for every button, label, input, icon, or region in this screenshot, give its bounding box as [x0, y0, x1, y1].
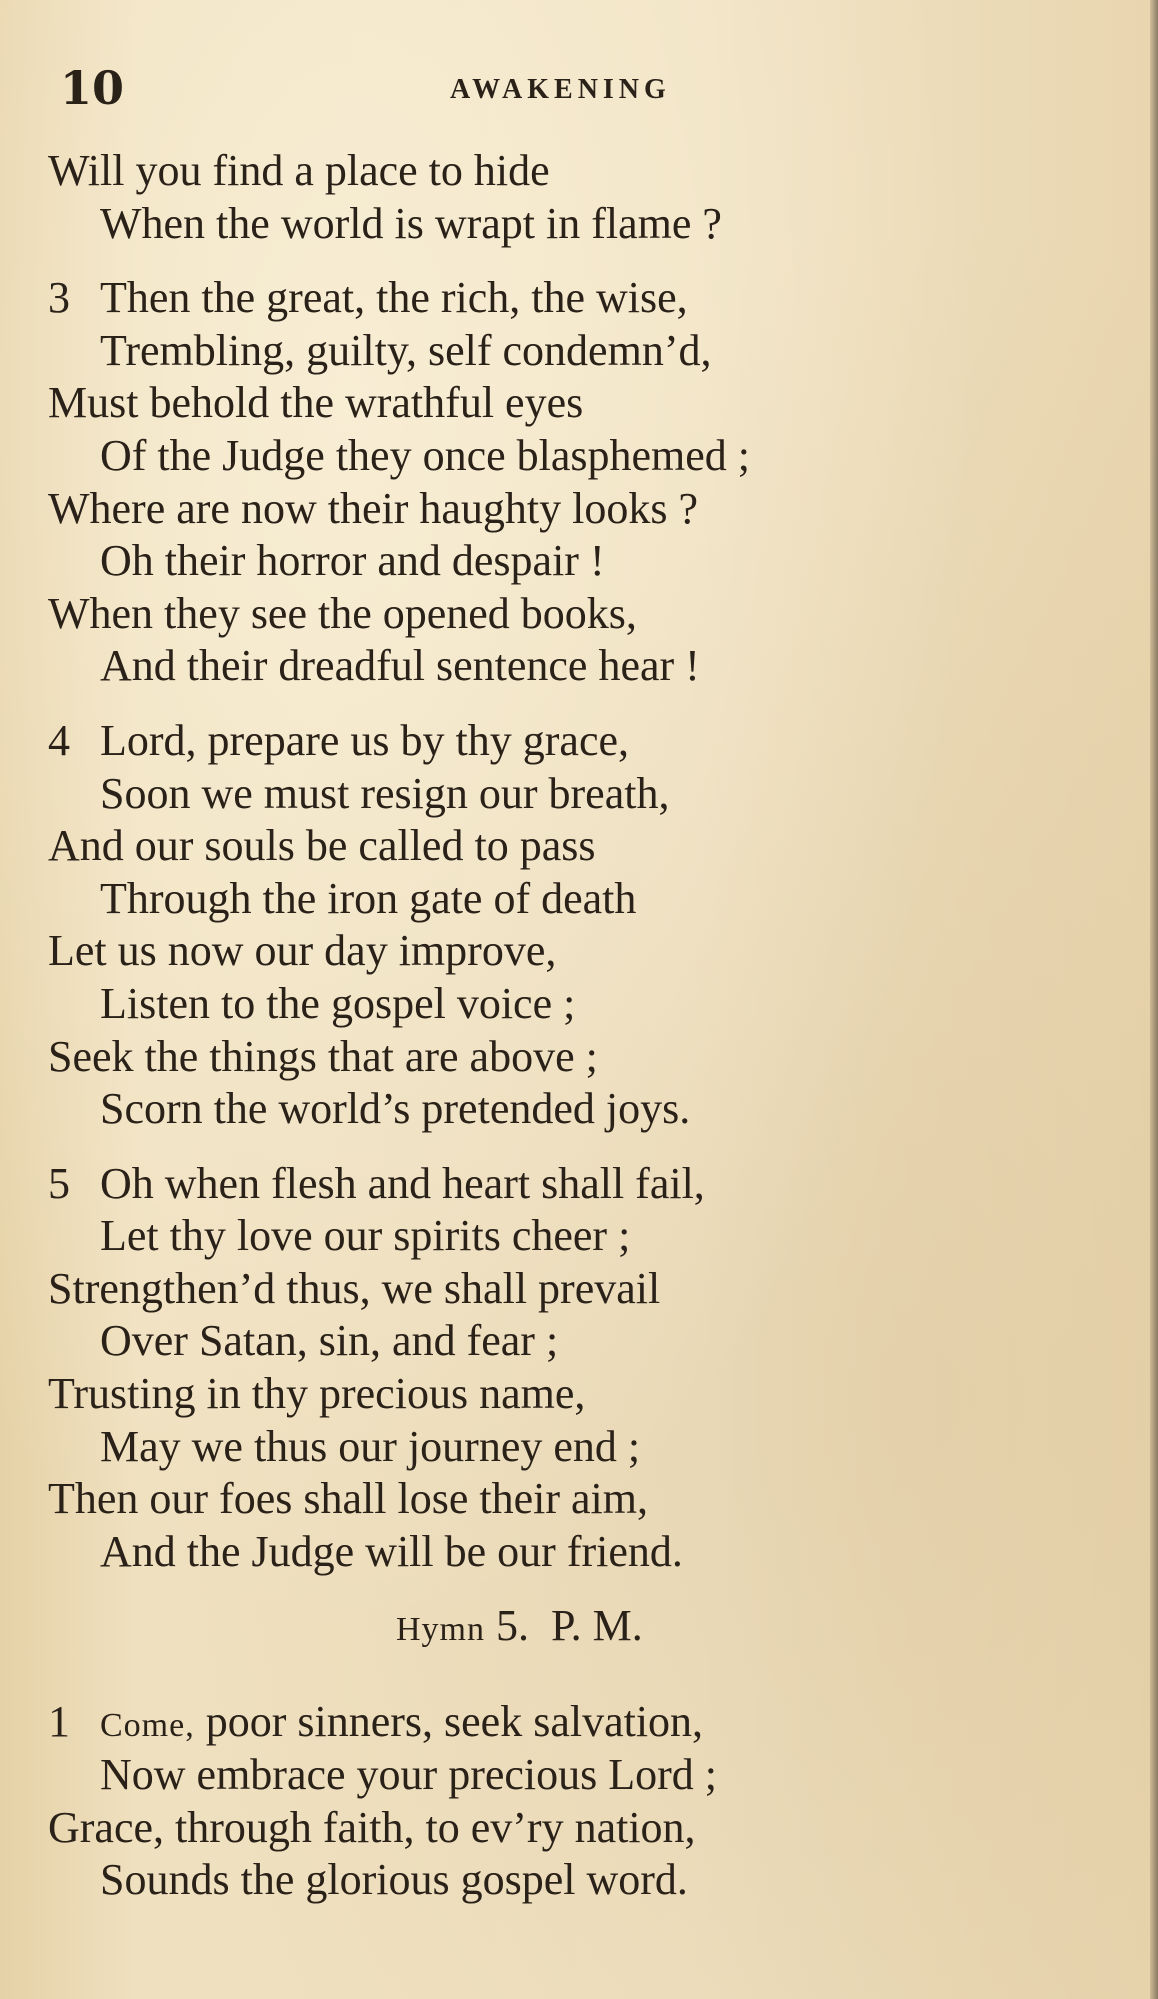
verse-text: Lord, prepare us by thy grace, [100, 715, 630, 765]
hymn-text [48, 145, 1108, 1907]
stanza-number: 5 [48, 1158, 70, 1208]
verse-line: Over Satan, sin, and fear ; [100, 1316, 559, 1366]
stanza-number: 4 [48, 715, 70, 765]
verse-line: Of the Judge they once blasphemed ; [100, 430, 751, 480]
verse-line: May we thus our journey end ; [100, 1421, 641, 1471]
verse-line: And the Judge will be our friend. [100, 1526, 683, 1576]
hymn-label: Hymn [396, 1611, 485, 1649]
verse-text: Oh when flesh and heart shall fail, [100, 1158, 705, 1208]
verse-line: Now embrace your precious Lord ; [100, 1750, 718, 1800]
stanza-gap [48, 250, 1108, 272]
hymn-meter: P. M. [551, 1601, 643, 1651]
stanza-number: 1 [48, 1697, 70, 1747]
verse-line: Must behold the wrathful eyes [48, 378, 584, 428]
verse-line [48, 1696, 1108, 1749]
stanza-gap [48, 1136, 1108, 1158]
stanza-gap [48, 693, 1108, 715]
first-word: Come, [100, 1707, 195, 1745]
verse-line: And our souls be called to pass [48, 821, 596, 871]
verse-line: Let us now our day improve, [48, 926, 557, 976]
hymn-heading [48, 1596, 1108, 1656]
verse-line: Listen to the gospel voice ; [100, 978, 576, 1028]
page-number: 10 [60, 61, 125, 115]
verse-line: Will you find a place to hide [48, 146, 550, 195]
verse-line: Trusting in thy precious name, [48, 1369, 586, 1419]
verse-line: Then our foes shall lose their aim, [48, 1474, 648, 1524]
verse-line: And their dreadful sentence hear ! [100, 641, 700, 691]
page-gutter-shadow [1150, 0, 1158, 1999]
verse-line: When the world is wrapt in flame ? [100, 198, 722, 248]
verse-line: Scorn the world’s pretended joys. [100, 1084, 691, 1134]
verse-line: Through the iron gate of death [100, 873, 637, 923]
verse-line [48, 272, 1108, 325]
verse-line: Trembling, guilty, self condemn’d, [100, 325, 712, 375]
hymn-number: 5. [496, 1601, 529, 1651]
page-header [60, 58, 1100, 118]
verse-line: Oh their horror and despair ! [100, 536, 605, 586]
verse-line: Strengthen’d thus, we shall prevail [48, 1263, 661, 1313]
verse-line: Where are now their haughty looks ? [48, 483, 698, 533]
verse-line: Grace, through faith, to ev’ry nation, [48, 1802, 696, 1852]
verse-line: Sounds the glorious gospel word. [100, 1855, 688, 1905]
verse-line: Let thy love our spirits cheer ; [100, 1211, 631, 1261]
verse-text: Then the great, the rich, the wise, [100, 273, 688, 323]
running-title: AWAKENING [450, 74, 671, 105]
verse-line [48, 715, 1108, 768]
stanza-number: 3 [48, 273, 70, 323]
verse-line: Seek the things that are above ; [48, 1031, 598, 1081]
verse-line: When they see the opened books, [48, 588, 637, 638]
verse-line [48, 1158, 1108, 1211]
verse-text: poor sinners, seek salvation, [194, 1697, 704, 1747]
verse-line: Soon we must resign our breath, [100, 768, 670, 818]
